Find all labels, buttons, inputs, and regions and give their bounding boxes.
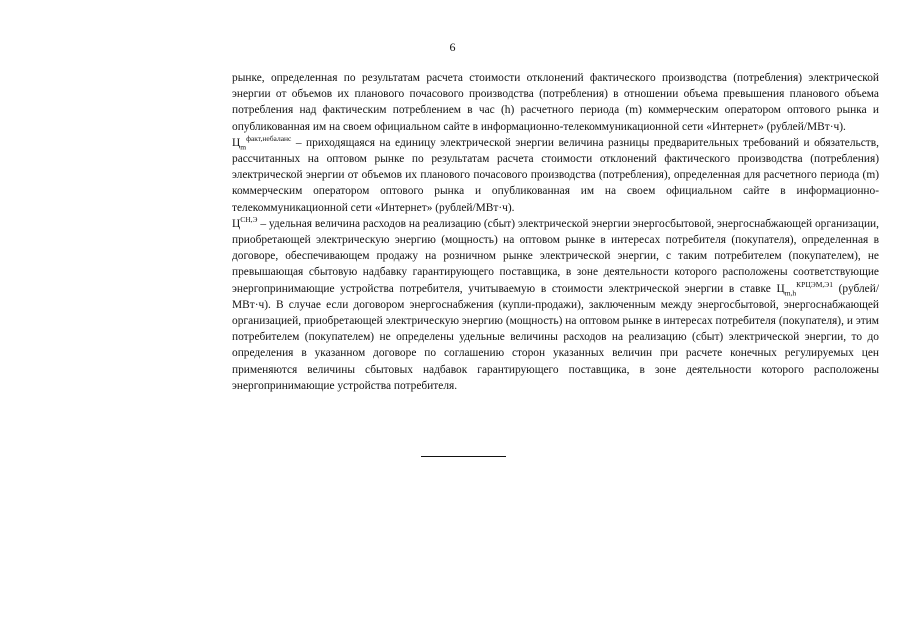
formula-subscript: m,h	[784, 287, 797, 297]
page-number: 6	[449, 40, 456, 54]
formula-superscript: СН,Э	[240, 215, 258, 225]
paragraph-2	[232, 135, 879, 216]
formula-superscript: КРЦЭМ,Э1	[796, 279, 833, 289]
formula-subscript: m	[240, 142, 247, 152]
footnote-separator-line	[421, 456, 506, 457]
paragraph-3-text-b: (рублей/МВт·ч). В случае если договором энергоснабжения (купли-продажи), заключенным между энергосбытовой, энергоснабжающей организацией, приобретающей электрическую энергию (мощность) на оптовом рынке в интересах потребителя (покупателя), и этим потребителем (покупателем) не определены удельные величины расходов на реализацию (сбыт) электрической энергии, то до определения в указанном договоре по соглашению сторон указанных величин при расчете конечных регулируемых цен применяются величины сбытовых надбавок гарантирующего поставщика, в зоне деятельности которого расположены энергопринимающие устройства потребителя.	[232, 282, 879, 392]
formula-base: Ц	[232, 136, 241, 149]
document-body	[232, 70, 879, 394]
paragraph-1: рынке, определенная по результатам расчета стоимости отклонений фактического производства (потребления) электрической энергии от объемов их планового почасового производства (потребления) в отношении объема превышения планового объема потребления над фактическим потреблением в час (h) расчетного периода (m) коммерческим оператором оптового рынка и опубликованная им на своем официальном сайте в информационно-телекоммуникационной сети «Интернет» (рублей/МВт·ч).	[232, 72, 880, 133]
formula-symbol-krcem	[776, 281, 833, 297]
formula-base: Ц	[232, 217, 241, 230]
paragraph-3-text-a: – удельная величина расходов на реализацию (сбыт) электрической энергии энергосбытовой, энергоснабжающей организации, приобретающей электрическую энергию (мощность) на оптовом рынке в интересах потребителя (покупателя), определенная в договоре, обеспечивающем продажу на розничном рынке электрической энергии, с таким потребителем (покупателем), не превышающая сбытовую надбавку гарантирующего поставщика, в зоне деятельности которого расположены соответствующие энергопринимающие устройства потребителя, учитываемую в стоимости электрической энергии в ставке	[232, 217, 879, 295]
formula-symbol-sales-expense	[232, 216, 257, 232]
formula-superscript: факт,небаланс	[246, 134, 292, 144]
paragraph-2-text: – приходящаяся на единицу электрической энергии величина разницы предварительных требований и обязательств, рассчитанных на оптовом рынке по результатам расчета стоимости отклонений фактического производства (потребления) электрической энергии от объемов их планового почасового производства (потребления), определенная для расчетного периода (m) коммерческим оператором оптового рынка и опубликованная им на своем официальном сайте в информационно-телекоммуникационной сети «Интернет» (рублей/МВт·ч).	[232, 136, 879, 214]
formula-base: Ц	[776, 282, 785, 295]
paragraph-3	[232, 216, 879, 394]
formula-symbol-fact-imbalance	[232, 135, 291, 151]
